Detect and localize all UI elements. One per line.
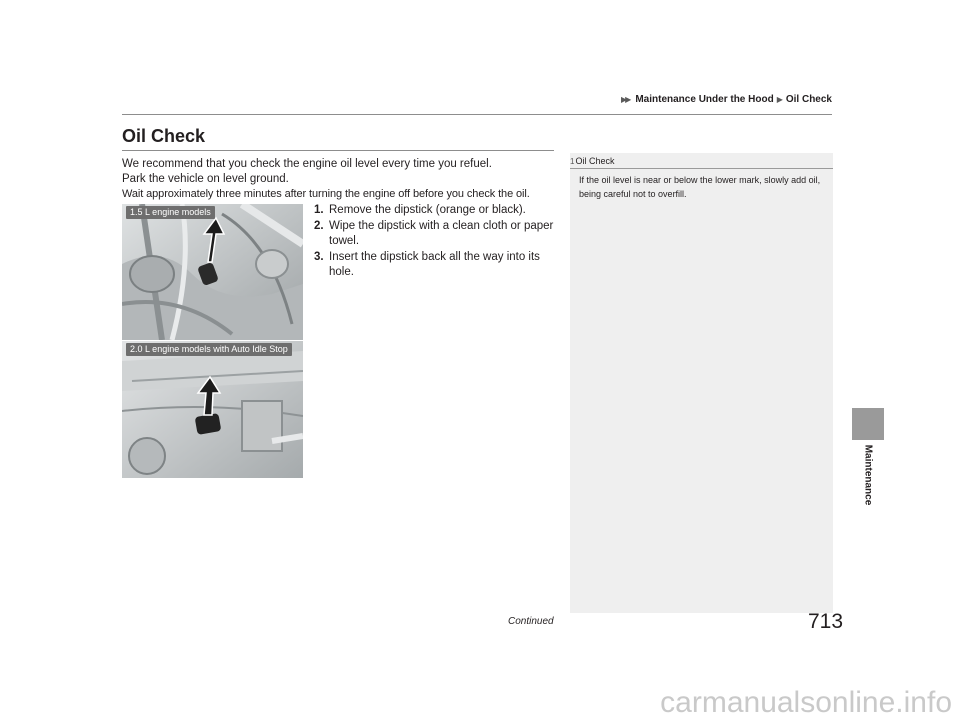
step-number: 3. (314, 250, 324, 263)
section-tab-label: Maintenance (862, 444, 874, 506)
triangle-icon: ▶ (776, 95, 783, 104)
body-text (122, 157, 562, 202)
reference-mark-icon: 1 (570, 156, 575, 166)
sidebar-heading (570, 156, 614, 166)
engine-drawing (122, 341, 303, 478)
sidebar-rule (570, 168, 833, 169)
engine-drawing (122, 204, 303, 340)
continued-note: Continued (508, 616, 554, 627)
engine-illustration-2-0l (122, 340, 303, 478)
list-item (314, 203, 554, 219)
step-text: Wipe the dipstick with a clean cloth or paper towel. (329, 219, 554, 247)
figure-label: 1.5 L engine models (126, 206, 215, 219)
breadcrumb (621, 94, 832, 105)
page-title: Oil Check (122, 126, 206, 146)
double-triangle-icon: ▶▶ (621, 95, 630, 104)
step-number: 2. (314, 219, 324, 232)
header-rule (122, 114, 832, 115)
section-tab[interactable] (852, 408, 884, 440)
engine-illustration-1-5l (122, 204, 303, 340)
watermark-text: carmanualsonline.info (660, 686, 952, 719)
step-number: 1. (314, 204, 324, 216)
breadcrumb-section[interactable]: Maintenance Under the Hood (635, 94, 774, 105)
breadcrumb-current[interactable]: Oil Check (785, 94, 832, 105)
title-rule (122, 150, 554, 151)
sidebar-note (570, 153, 833, 613)
step-list (314, 203, 554, 281)
watermark-logo (0, 680, 960, 722)
step-text: Remove the dipstick (orange or black). (329, 204, 526, 216)
sidebar-title: Oil Check (575, 156, 615, 166)
step-text: Insert the dipstick back all the way into its hole. (329, 250, 540, 278)
sidebar-text: If the oil level is near or below the lower mark, slowly add oil, being careful not to overfill. (579, 175, 821, 199)
paragraph: Park the vehicle on level ground. (122, 173, 289, 185)
list-item (314, 219, 554, 250)
list-item (314, 250, 554, 281)
figure-label: 2.0 L engine models with Auto Idle Stop (126, 343, 292, 356)
paragraph: We recommend that you check the engine oil level every time you refuel. (122, 158, 492, 170)
page-number: 713 (808, 610, 844, 633)
paragraph: Wait approximately three minutes after turning the engine off before you check the oil. (122, 188, 530, 200)
